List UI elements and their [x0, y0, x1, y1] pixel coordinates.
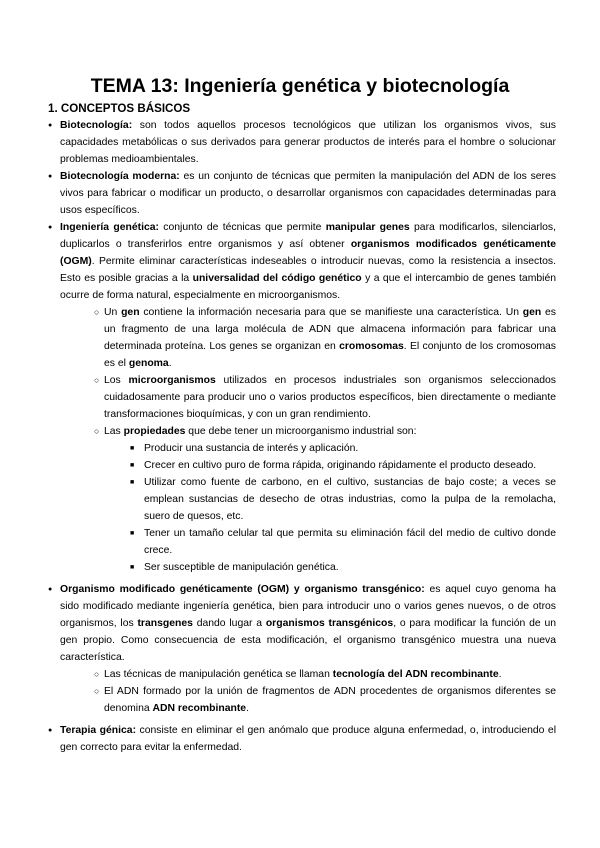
bold-run: manipular genes	[325, 222, 410, 233]
text-run: , o para modificar la función de un gen propio. Como consecuencia de esta modificación, el organismo transgénico muestra una nueva característica.	[60, 618, 556, 663]
bold-run: microorganismos	[128, 375, 216, 386]
term-label: Biotecnología moderna:	[60, 171, 180, 182]
property-item: ■ Ser susceptible de manipulación genética.	[130, 559, 556, 576]
text-run: .	[246, 703, 249, 714]
definition-text: consiste en eliminar el gen anómalo que produce alguna enfermedad, o, introduciendo el gen correcto para evitar la enfermedad.	[60, 725, 556, 753]
document-body	[48, 117, 556, 756]
bold-run: gen	[121, 307, 140, 318]
term-label: Ingeniería genética:	[60, 222, 159, 233]
term-label: Terapia génica:	[60, 725, 137, 736]
properties-list	[104, 440, 556, 576]
text-run: Las técnicas de manipulación genética se llaman	[104, 669, 333, 680]
text-run: Las	[104, 426, 124, 437]
text-run: conjunto de técnicas que permite	[159, 222, 326, 233]
list-item-ogm	[48, 581, 556, 717]
list-item-terapia-genica	[48, 722, 556, 756]
page-title: TEMA 13: Ingeniería genética y biotecnología	[90, 75, 510, 97]
text-run: Un	[104, 307, 122, 318]
bold-run: tecnología del ADN recombinante	[332, 669, 499, 680]
sub-list	[60, 304, 556, 576]
sub-item-microorganismos	[94, 372, 556, 423]
concept-list	[48, 117, 556, 756]
list-item-ingenieria-genetica	[48, 219, 556, 576]
term-label: Biotecnología:	[60, 120, 133, 131]
text-run: contiene la información necesaria para que se manifieste una característica. Un	[139, 307, 523, 318]
definition-text: es un conjunto de técnicas que permiten la manipulación del ADN de los seres vivos para fabricar o modificar un producto, o desarrollar organismos con capacidades determinadas para usos específicos.	[60, 171, 556, 216]
property-item: ■ Utilizar como fuente de carbono, en el cultivo, sustancias de bajo coste; a veces se emplean sustancias de desecho de otras industrias, como la pulpa de la remolacha, suero de quesos, etc.	[130, 474, 556, 525]
text-run: Los	[104, 375, 129, 386]
bold-run: propiedades	[123, 426, 186, 437]
text-run: y a que el intercambio de genes también ocurre de forma natural, especialmente en microorganismos.	[60, 273, 557, 301]
text-run: que debe tener un microorganismo industrial son:	[185, 426, 417, 437]
bold-run: organismos modificados genéticamente (OGM)	[60, 239, 557, 267]
text-run: . Permite eliminar características indeseables o introducir nuevas, como la resistencia a insectos. Esto es posible gracias a la	[60, 256, 556, 284]
property-item: ■ Producir una sustancia de interés y aplicación.	[130, 440, 556, 457]
definition-text: son todos aquellos procesos tecnológicos que utilizan los organismos vivos, sus capacidades metabólicas o sus derivados para generar productos de interés para el hombre o solucionar problemas medioambientales.	[60, 120, 556, 165]
property-item: ■ Tener un tamaño celular tal que permita su eliminación fácil del medio de cultivo donde crece.	[130, 525, 556, 559]
sub-item-propiedades	[94, 423, 556, 576]
term-label: Organismo modificado genéticamente (OGM) y organismo transgénico:	[60, 584, 425, 595]
property-item: ■ Crecer en cultivo puro de forma rápida, originando rápidamente el producto deseado.	[130, 457, 556, 474]
bold-run: ADN recombinante	[152, 703, 247, 714]
bold-run: gen	[522, 307, 542, 318]
text-run: utilizados en procesos industriales son organismos seleccionados cuidadosamente para producir uno o varios productos específicos, bien directamente o mediante transformaciones bioquímicas, y con un gran rendimiento.	[104, 375, 556, 420]
bold-run: genoma	[128, 358, 169, 369]
text-run: para modificarlos, silenciarlos, duplicarlos o transferirlos entre organismos y así obtener	[60, 222, 557, 250]
text-run: es aquel cuyo genoma ha sido modificado mediante ingeniería genética, bien para introducir uno o varios genes nuevos, o de otros organismos, los	[60, 584, 556, 629]
bold-run: cromosomas	[339, 341, 404, 352]
bold-run: universalidad del código genético	[192, 273, 362, 284]
bold-run: transgenes	[137, 618, 193, 629]
sub-item-adn-recombinante	[94, 683, 556, 717]
list-item-biotecnologia-moderna	[48, 168, 556, 219]
text-run: . El conjunto de los cromosomas es el	[104, 341, 556, 369]
text-run: es un fragmento de una larga molécula de ADN que almacena información para fabricar una determinada proteína. Los genes se organizan en	[104, 307, 557, 352]
list-item-biotecnologia	[48, 117, 556, 168]
sub-list	[60, 666, 556, 717]
text-run: .	[498, 669, 502, 680]
sub-item-tecnologia-adn	[94, 666, 556, 683]
bold-run: organismos transgénicos	[265, 618, 394, 629]
section-heading: 1. CONCEPTOS BÁSICOS	[48, 102, 191, 115]
text-run: El ADN formado por la unión de fragmentos de ADN procedentes de organismos diferentes se denomina	[104, 686, 556, 714]
sub-item-gen	[94, 304, 556, 372]
text-run: dando lugar a	[192, 618, 266, 629]
text-run: .	[168, 358, 172, 369]
